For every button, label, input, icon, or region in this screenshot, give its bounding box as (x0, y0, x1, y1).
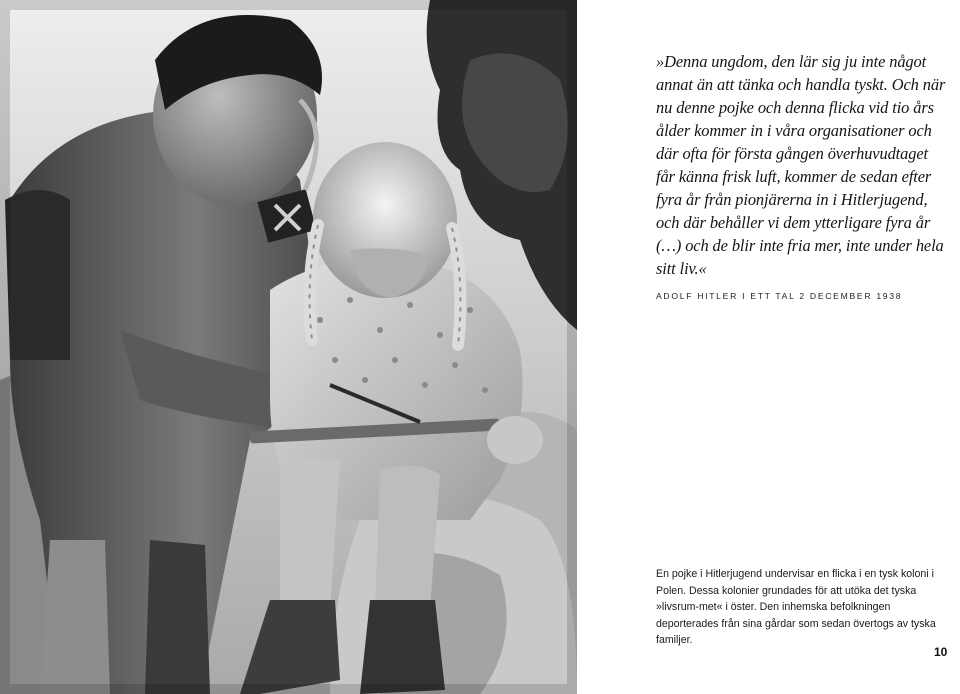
hitler-quote: »Denna ungdom, den lär sig ju inte något annat än att tänka och handla tyskt. Och när nu denne pojke och denna flicka vid tio års ålder kommer in i våra organisationer och där ofta för första gången överhuvudtaget får känna frisk luft, kommer de sedan efter fyra år från pionjärerna in i Hitlerjugend, och där behåller vi dem ytterligare fyra år (…) och de blir inte fria mer, inte under hela sitt liv.« (656, 52, 946, 278)
quote-attribution: ADOLF HITLER I ETT TAL 2 DECEMBER 1938 (656, 291, 903, 301)
page-number: 10 (934, 645, 948, 659)
photo-caption: En pojke i Hitlerjugend undervisar en flicka i en tysk koloni i Polen. Dessa kolonier grundades för att utöka det tyska »livsrum-met« i öster. Den inhemska befolkningen deporterades från sina gårdar som sedan övertogs av tyska familjer. (656, 568, 936, 646)
